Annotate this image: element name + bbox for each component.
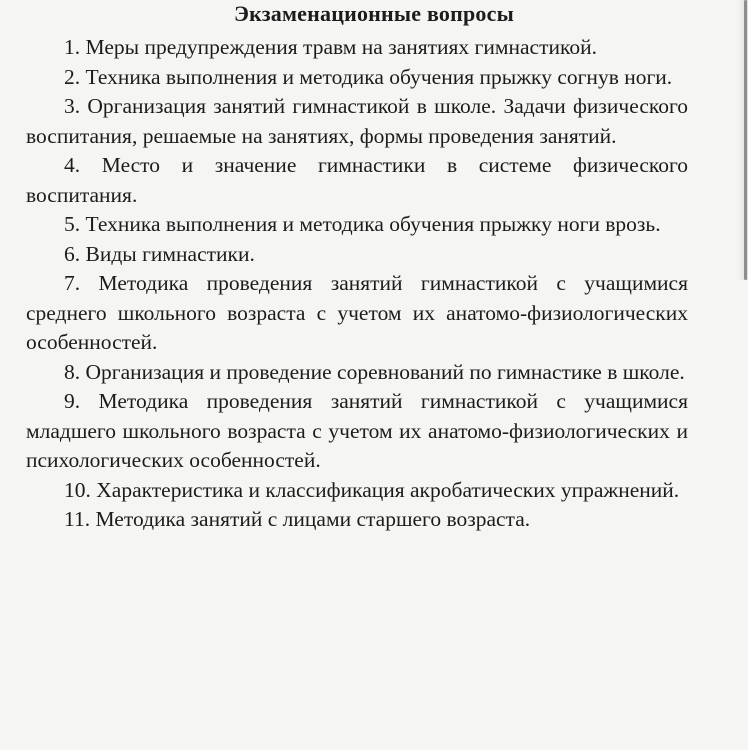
- question-9: 9. Методика проведения занятий гимнастикой с учащимися младшего школьного возраста с учетом их анатомо-физиологических и психологических особенностей.: [26, 389, 688, 472]
- question-2: 2. Техника выполнения и методика обучения прыжку согнув ноги.: [64, 64, 673, 89]
- question-5: 5. Техника выполнения и методика обучения прыжку ноги врозь.: [64, 212, 661, 236]
- bottom-fade: [0, 744, 748, 750]
- question-10: 10. Характеристика и классификация акробатических упражнений.: [64, 477, 680, 502]
- question-11: 11. Методика занятий с лицами старшего возраста.: [64, 507, 531, 531]
- question-6: 6. Виды гимнастики.: [64, 241, 255, 266]
- question-7: 7. Методика проведения занятий гимнастикой с учащимися среднего школьного возраста с учетом их анатомо-физиологических особенностей.: [26, 271, 688, 354]
- question-4: 4. Место и значение гимнастики в системе физического воспитания.: [26, 153, 688, 207]
- questions-list: [26, 33, 688, 535]
- document-title: Экзаменационные вопросы: [234, 1, 514, 26]
- question-3: 3. Организация занятий гимнастикой в школе. Задачи физического воспитания, решаемые на занятиях, формы проведения занятий.: [26, 94, 688, 148]
- question-8: 8. Организация и проведение соревнований по гимнастике в школе.: [64, 359, 685, 384]
- question-1: 1. Меры предупреждения травм на занятиях гимнастикой.: [64, 35, 597, 59]
- scrollbar-thumb[interactable]: [744, 0, 747, 280]
